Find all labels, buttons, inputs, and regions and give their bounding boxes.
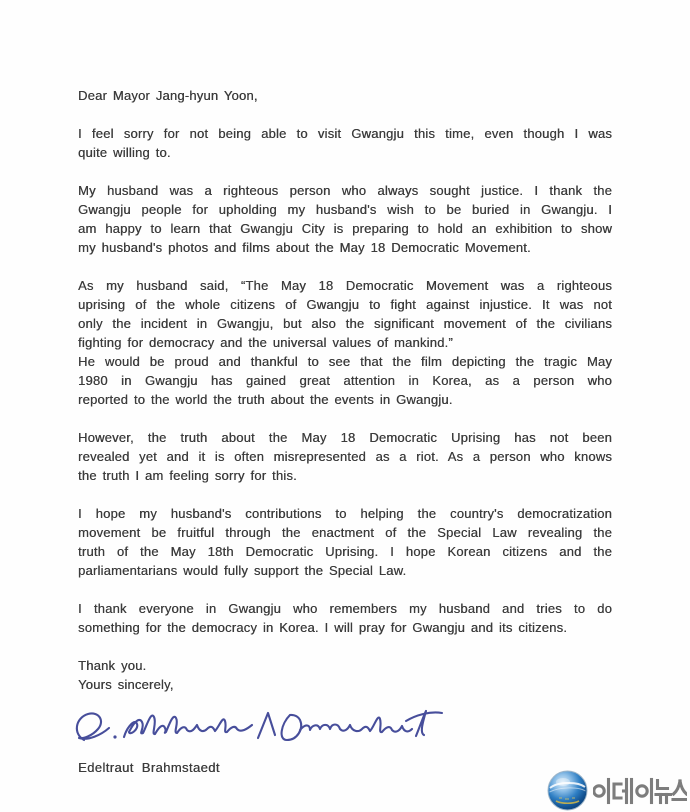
letter-line: am happy to learn that Gwangju City is preparing to hold an exhibition to show — [78, 221, 612, 236]
letter-line: reported to the world the truth about the events in Gwangju. — [78, 392, 453, 407]
letter-line: As my husband said, “The May 18 Democratic Movement was a righteous — [78, 278, 612, 293]
letter-line: He would be proud and thankful to see that the film depicting the tragic May — [78, 354, 612, 369]
globe-icon — [547, 770, 588, 811]
letter-line: Thank you. — [78, 658, 147, 673]
letter-line: parliamentarians would fully support the Special Law. — [78, 563, 407, 578]
printed-name: Edeltraut Brahmstaedt — [78, 760, 220, 775]
letter-line: only the incident in Gwangju, but also the significant movement of the civilians — [78, 316, 612, 331]
letter-line: Yours sincerely, — [78, 677, 174, 692]
letter-line: something for the democracy in Korea. I will pray for Gwangju and its citizens. — [78, 620, 568, 635]
letter-line: the truth I am feeling sorry for this. — [78, 468, 297, 483]
paragraph — [78, 504, 612, 580]
press-watermark — [547, 770, 687, 811]
letter-line: fighting for democracy and the universal values of mankind.” — [78, 335, 453, 350]
paragraph — [78, 276, 612, 409]
press-name-text — [593, 776, 687, 806]
paragraph — [78, 428, 612, 485]
letter-line: 1980 in Gwangju has gained great attention in Korea, as a person who — [78, 373, 612, 388]
letter-line: I thank everyone in Gwangju who remembers my husband and tries to do — [78, 601, 612, 616]
salutation: Dear Mayor Jang-hyun Yoon, — [78, 88, 258, 103]
letter-line: I hope my husband's contributions to helping the country's democratization — [78, 506, 612, 521]
letter-paragraphs — [78, 124, 612, 694]
letter-line: my husband's photos and films about the May 18 Democratic Movement. — [78, 240, 531, 255]
handwritten-signature-icon — [68, 702, 448, 758]
letter-line: revealed yet and it is often misrepresented as a riot. As a person who knows — [78, 449, 612, 464]
letter-body — [78, 86, 612, 777]
letter-line: truth of the May 18th Democratic Uprising. I hope Korean citizens and the — [78, 544, 612, 559]
letter-line: However, the truth about the May 18 Democratic Uprising has not been — [78, 430, 612, 445]
letter-line: Gwangju people for upholding my husband's wish to be buried in Gwangju. I — [78, 202, 612, 217]
paragraph — [78, 181, 612, 257]
letter-line: uprising of the whole citizens of Gwangju to fight against injustice. It was not — [78, 297, 612, 312]
letter-line: quite willing to. — [78, 145, 171, 160]
signature-block — [78, 702, 612, 758]
paragraph — [78, 124, 612, 162]
letter-line: My husband was a righteous person who always sought justice. I thank the — [78, 183, 612, 198]
paragraph — [78, 599, 612, 637]
letter-line: I feel sorry for not being able to visit Gwangju this time, even though I was — [78, 126, 612, 141]
letter-line: movement be fruitful through the enactment of the Special Law revealing the — [78, 525, 612, 540]
paragraph — [78, 656, 612, 694]
